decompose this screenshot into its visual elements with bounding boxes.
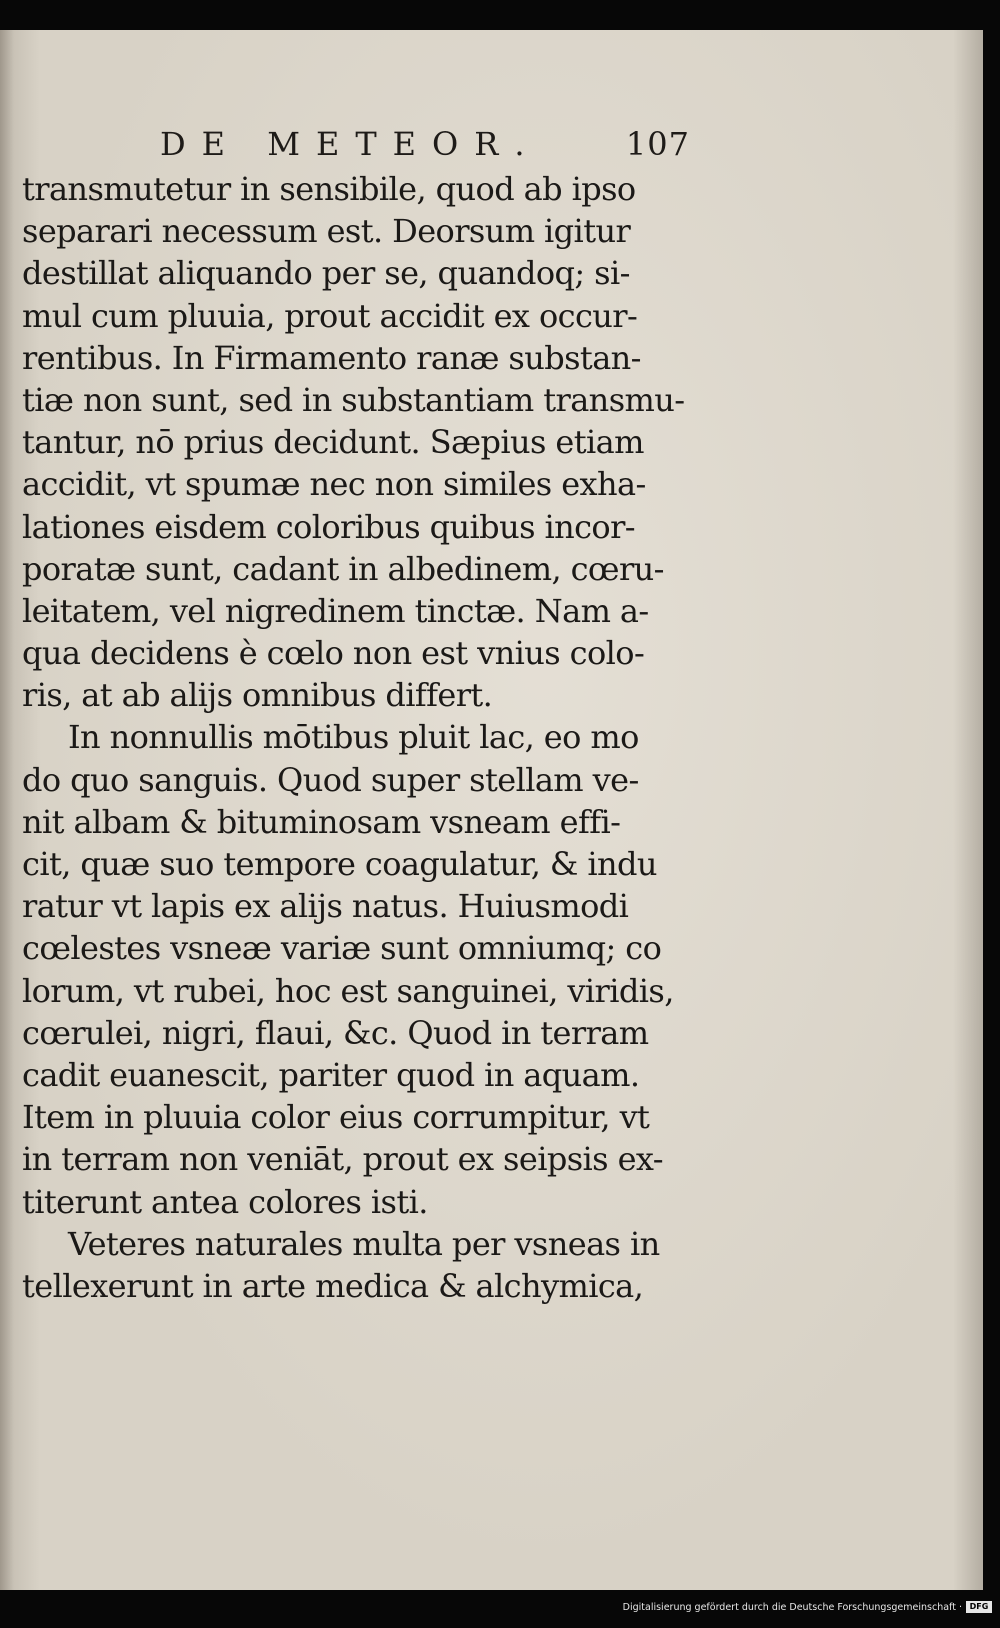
text-line: in terram non veniāt, prout ex seipsis ex- <box>22 1140 664 1179</box>
text-line: nit albam & bituminosam vsneam effi- <box>22 802 621 841</box>
text-line: tiæ non sunt, sed in substantiam transmu- <box>22 380 685 419</box>
page-number: 107 <box>625 125 690 163</box>
text-line: ris, at ab alijs omnibus differt. <box>22 676 493 715</box>
running-title: DE METEOR. <box>160 125 541 163</box>
text-line: poratæ sunt, cadant in albedinem, cœru- <box>22 549 664 588</box>
text-line: leitatem, vel nigredinem tinctæ. Nam a- <box>22 591 649 630</box>
dfg-logo: DFG <box>966 1601 992 1613</box>
paragraph-first-line: In nonnullis mōtibus pluit lac, eo mo <box>68 718 639 757</box>
text-line: do quo sanguis. Quod super stellam ve- <box>22 760 639 799</box>
text-line: separari necessum est. Deorsum igitur <box>22 212 631 251</box>
text-line: cœrulei, nigri, flaui, &c. Quod in terram <box>22 1013 649 1052</box>
text-line: ratur vt lapis ex alijs natus. Huiusmodi <box>22 887 629 926</box>
text-line: accidit, vt spumæ nec non similes exha- <box>22 465 646 504</box>
text-line: lationes eisdem coloribus quibus incor- <box>22 507 636 546</box>
text-line: mul cum pluuia, prout accidit ex occur- <box>22 296 638 335</box>
paragraph-first-line: Veteres naturales multa per vsneas in <box>68 1224 660 1263</box>
text-line: cœlestes vsneæ variæ sunt omniumq; co <box>22 929 662 968</box>
text-line: titerunt antea colores isti. <box>22 1182 428 1221</box>
text-line: cadit euanescit, pariter quod in aquam. <box>22 1055 640 1094</box>
digitization-credit: Digitalisierung gefördert durch die Deutsche Forschungsgemeinschaft · <box>622 1602 962 1613</box>
text-line: transmutetur in sensibile, quod ab ipso <box>22 170 636 208</box>
text-line: lorum, vt rubei, hoc est sanguinei, viridis, <box>22 971 674 1010</box>
text-line: tellexerunt in arte medica & alchymica, <box>22 1266 644 1305</box>
text-line: tantur, nō prius decidunt. Sæpius etiam <box>22 423 644 462</box>
text-line: destillat aliquando per se, quandoq; si- <box>22 254 630 293</box>
text-line: qua decidens è cœlo non est vnius colo- <box>22 634 645 673</box>
text-line: cit, quæ suo tempore coagulatur, & indu <box>22 845 657 883</box>
text-line: rentibus. In Firmamento ranæ substan- <box>22 338 641 377</box>
footer-bar <box>0 1590 1000 1628</box>
page-header <box>160 120 690 168</box>
text-line: Item in pluuia color eius corrumpitur, vt <box>22 1098 650 1137</box>
book-page <box>0 30 983 1590</box>
body-text <box>22 168 698 1307</box>
